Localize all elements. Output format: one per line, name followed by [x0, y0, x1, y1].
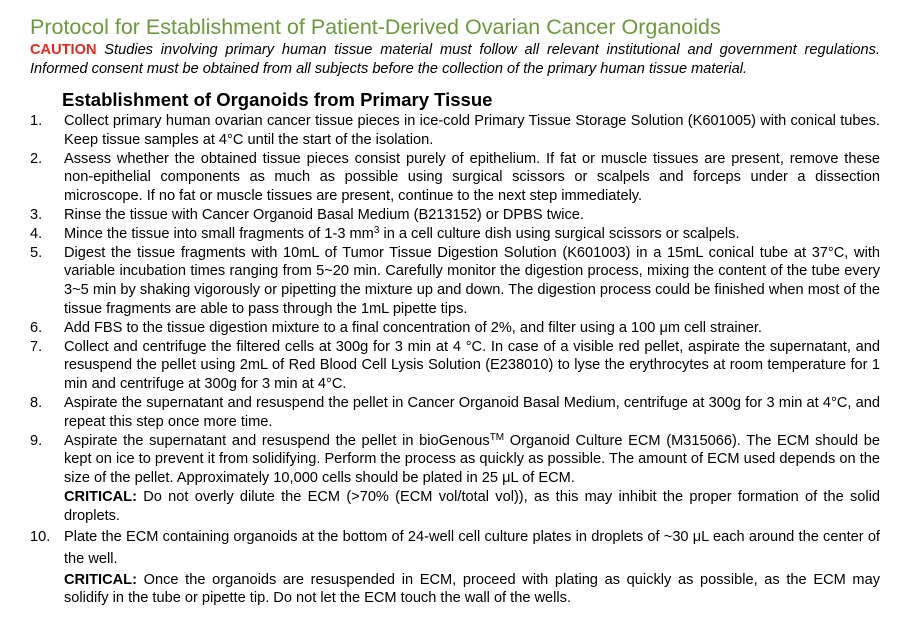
caution-label: CAUTION [30, 42, 97, 58]
step-text: Aspirate the supernatant and resuspend the pellet in Cancer Organoid Basal Medium, centrifuge at 300g for 3 min at 4°C, and repeat this step once more time. [64, 394, 880, 430]
step-number: 1. [30, 113, 43, 129]
step-8 [30, 394, 880, 432]
step-text: Digest the tissue fragments with 10mL of Tumor Tissue Digestion Solution (K601003) in a 15mL conical tube at 37°C, with variable incubation times ranging from 5~20 min. Carefully monitor the digestion process, mixing the content of the tube every 3~5 min by shaking vigorously or pipetting the mixture up and down. The digestion process could be finished when most of the tissue fragments are able to pass through the 1mL pipette tips. [64, 244, 880, 317]
steps-list [30, 112, 880, 608]
critical-text: Do not overly dilute the ECM (>70% (ECM vol/total vol)), as this may inhibit the proper formation of the solid droplets. [64, 488, 880, 524]
caution-notice [30, 41, 880, 79]
caution-text: Studies involving primary human tissue material must follow all relevant institutional and government regulations. Informed consent must be obtained from all subjects before the collection of the primary human tissue material. [30, 42, 880, 77]
step-number: 4. [30, 225, 43, 242]
step-text: Plate the ECM containing organoids at the bottom of 24-well cell culture plates in droplets of ~30 μL each around the center of the well. [64, 528, 880, 568]
critical-label: CRITICAL: [64, 571, 137, 588]
step-text: Rinse the tissue with Cancer Organoid Basal Medium (B213152) or DPBS twice. [64, 206, 584, 223]
step-text [64, 432, 880, 488]
critical-note [64, 571, 880, 609]
step-number: 5. [30, 244, 43, 261]
protocol-document [30, 14, 880, 608]
step-3 [30, 206, 880, 225]
step-text-part: Mince the tissue into small fragments of 1-3 mm [64, 225, 374, 242]
step-text-part: in a cell culture dish using surgical scissors or scalpels. [379, 225, 740, 242]
critical-label: CRITICAL: [64, 488, 137, 505]
step-text [64, 225, 880, 244]
step-text: Add FBS to the tissue digestion mixture to a final concentration of 2%, and filter using a 100 μm cell strainer. [64, 319, 762, 336]
step-number: 6. [30, 319, 43, 336]
section-title: Establishment of Organoids from Primary Tissue [62, 89, 493, 110]
document-title: Protocol for Establishment of Patient-Derived Ovarian Cancer Organoids [30, 15, 721, 39]
step-text: Collect and centrifuge the filtered cells at 300g for 3 min at 4 °C. In case of a visible red pellet, aspirate the supernatant, and resuspend the pellet using 2mL of Red Blood Cell Lysis Solution (E238010) to lyse the erythrocytes at room temperature for 1 min and centrifuge at 300g for 3 min at 4°C. [64, 338, 880, 393]
step-number: 10. [30, 528, 51, 545]
step-6 [30, 319, 880, 338]
step-5 [30, 244, 880, 319]
step-number: 7. [30, 338, 43, 355]
step-1 [30, 112, 880, 150]
step-text: Collect primary human ovarian cancer tissue pieces in ice-cold Primary Tissue Storage Solution (K601005) with conical tubes. Keep tissue samples at 4°C until the start of the isolation. [64, 113, 880, 148]
step-number: 2. [30, 150, 43, 167]
step-4 [30, 225, 880, 244]
critical-note [64, 488, 880, 526]
step-2 [30, 150, 880, 206]
trademark-superscript: TM [489, 431, 505, 443]
superscript: 3 [373, 224, 380, 236]
step-text: Assess whether the obtained tissue pieces consist purely of epithelium. If fat or muscle tissues are present, remove these non-epithelial components as much as possible using surgical scissors or scalpels and forceps under a dissection microscope. If no fat or muscle tissues are present, continue to the next step immediately. [64, 150, 880, 205]
step-text-part: Organoid Culture ECM (M315066). The ECM should be kept on ice to prevent it from solidifying. Perform the process as quickly as possible. The amount of ECM used depends on the size of the pellet. Approximately 10,000 cells should be plated in 25 μL of ECM. [64, 432, 880, 487]
step-number: 9. [30, 432, 43, 449]
step-7 [30, 338, 880, 394]
step-number: 8. [30, 394, 43, 411]
critical-text: Once the organoids are resuspended in ECM, proceed with plating as quickly as possible, as the ECM may solidify in the tube or pipette tip. Do not let the ECM touch the wall of the wells. [64, 571, 880, 607]
step-number: 3. [30, 206, 43, 223]
step-text-part: Aspirate the supernatant and resuspend the pellet in bioGenous [64, 432, 490, 449]
step-9 [30, 432, 880, 526]
step-10 [30, 526, 880, 609]
